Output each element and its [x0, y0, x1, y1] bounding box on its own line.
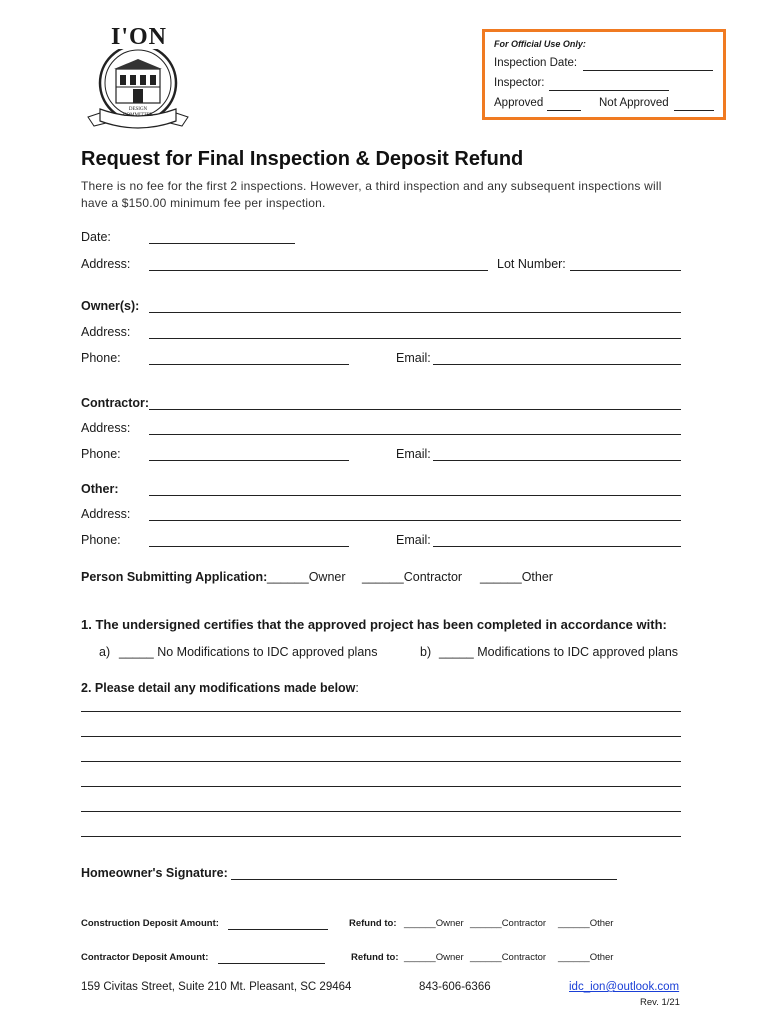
owner-address-field[interactable] [149, 338, 681, 339]
option-a-no-modifications[interactable]: _____ No Modifications to IDC approved plans [119, 645, 378, 659]
logo-subtitle: DESIGN COMMITTEE [123, 107, 153, 118]
owner-phone-label: Phone: [81, 351, 121, 365]
modifications-line-2[interactable] [81, 736, 681, 737]
modifications-heading [81, 681, 359, 695]
contractor-email-field[interactable] [433, 460, 681, 461]
inspection-date-field[interactable] [583, 70, 713, 71]
page-title: Request for Final Inspection & Deposit Refund [81, 148, 524, 170]
homeowner-signature-label: Homeowner's Signature: [81, 866, 228, 880]
official-heading: For Official Use Only: [494, 39, 586, 49]
option-b-modifications[interactable]: _____ Modifications to IDC approved plans [439, 645, 679, 659]
inspector-field[interactable] [549, 90, 669, 91]
contractor-refund-other[interactable]: ______Other [558, 952, 614, 963]
approved-label: Approved [494, 97, 544, 109]
modifications-heading-text: 2. Please detail any modifications made below [81, 681, 356, 695]
footer-email-link[interactable]: idc_ion@outlook.com [569, 981, 680, 993]
other-email-label: Email: [396, 533, 431, 547]
other-address-field[interactable] [149, 520, 681, 521]
not-approved-label: Not Approved [599, 97, 669, 109]
contractor-address-label: Address: [81, 421, 131, 435]
date-label: Date: [81, 230, 111, 244]
contractor-deposit-field[interactable] [218, 963, 325, 964]
contractor-phone-field[interactable] [149, 460, 349, 461]
not-approved-field[interactable] [674, 110, 714, 111]
owner-email-label: Email: [396, 351, 431, 365]
construction-refund-other[interactable]: ______Other [558, 918, 614, 929]
other-field[interactable] [149, 495, 681, 496]
option-b-letter: b) [420, 645, 432, 659]
submitter-owner-option[interactable]: ______Owner [267, 570, 346, 584]
construction-refund-label: Refund to: [349, 918, 397, 929]
certify-heading: 1. The undersigned certifies that the approved project has been completed in accordance with: [81, 617, 667, 632]
submitter-other-option[interactable]: ______Other [480, 570, 553, 584]
official-use-box [482, 29, 726, 120]
address-label: Address: [81, 257, 131, 271]
other-phone-label: Phone: [81, 533, 121, 547]
lot-number-label: Lot Number: [497, 257, 566, 271]
lot-number-field[interactable] [570, 270, 681, 271]
approved-field[interactable] [547, 110, 581, 111]
modifications-heading-colon: : [355, 681, 359, 695]
intro-text: There is no fee for the first 2 inspections. However, a third inspection and any subsequent inspections will have a $150.00 minimum fee per inspection. [81, 179, 662, 210]
contractor-refund-owner[interactable]: ______Owner [404, 952, 464, 963]
contractor-phone-label: Phone: [81, 447, 121, 461]
modifications-line-5[interactable] [81, 811, 681, 812]
owner-address-label: Address: [81, 325, 131, 339]
construction-refund-owner[interactable]: ______Owner [404, 918, 464, 929]
contractor-refund-label: Refund to: [351, 952, 399, 963]
contractor-label: Contractor: [81, 396, 150, 410]
logo-brand: I'ON [104, 25, 174, 49]
submitter-contractor-option[interactable]: ______Contractor [362, 570, 463, 584]
other-address-label: Address: [81, 507, 131, 521]
modifications-line-3[interactable] [81, 761, 681, 762]
inspection-date-label: Inspection Date: [494, 57, 578, 69]
owners-label: Owner(s): [81, 299, 140, 313]
construction-refund-contractor[interactable]: ______Contractor [470, 918, 547, 929]
contractor-email-label: Email: [396, 447, 431, 461]
owners-field[interactable] [149, 312, 681, 313]
person-submitting-label: Person Submitting Application: [81, 570, 268, 584]
modifications-line-1[interactable] [81, 711, 681, 712]
contractor-refund-contractor[interactable]: ______Contractor [470, 952, 547, 963]
date-field[interactable] [149, 243, 295, 244]
construction-deposit-label: Construction Deposit Amount: [81, 918, 219, 929]
contractor-field[interactable] [149, 409, 681, 410]
option-a-letter: a) [99, 645, 111, 659]
owner-phone-field[interactable] [149, 364, 349, 365]
inspector-label: Inspector: [494, 77, 545, 89]
footer-address: 159 Civitas Street, Suite 210 Mt. Pleasant, SC 29464 [81, 981, 352, 993]
contractor-deposit-label: Contractor Deposit Amount: [81, 952, 209, 963]
address-field[interactable] [149, 270, 488, 271]
footer-revision: Rev. 1/21 [640, 997, 680, 1008]
contractor-address-field[interactable] [149, 434, 681, 435]
other-email-field[interactable] [433, 546, 681, 547]
modifications-line-4[interactable] [81, 786, 681, 787]
footer-phone: 843-606-6366 [419, 981, 491, 993]
other-label: Other: [81, 482, 119, 496]
construction-deposit-field[interactable] [228, 929, 328, 930]
other-phone-field[interactable] [149, 546, 349, 547]
ion-logo [86, 24, 190, 131]
homeowner-signature-field[interactable] [231, 879, 617, 880]
modifications-line-6[interactable] [81, 836, 681, 837]
owner-email-field[interactable] [433, 364, 681, 365]
